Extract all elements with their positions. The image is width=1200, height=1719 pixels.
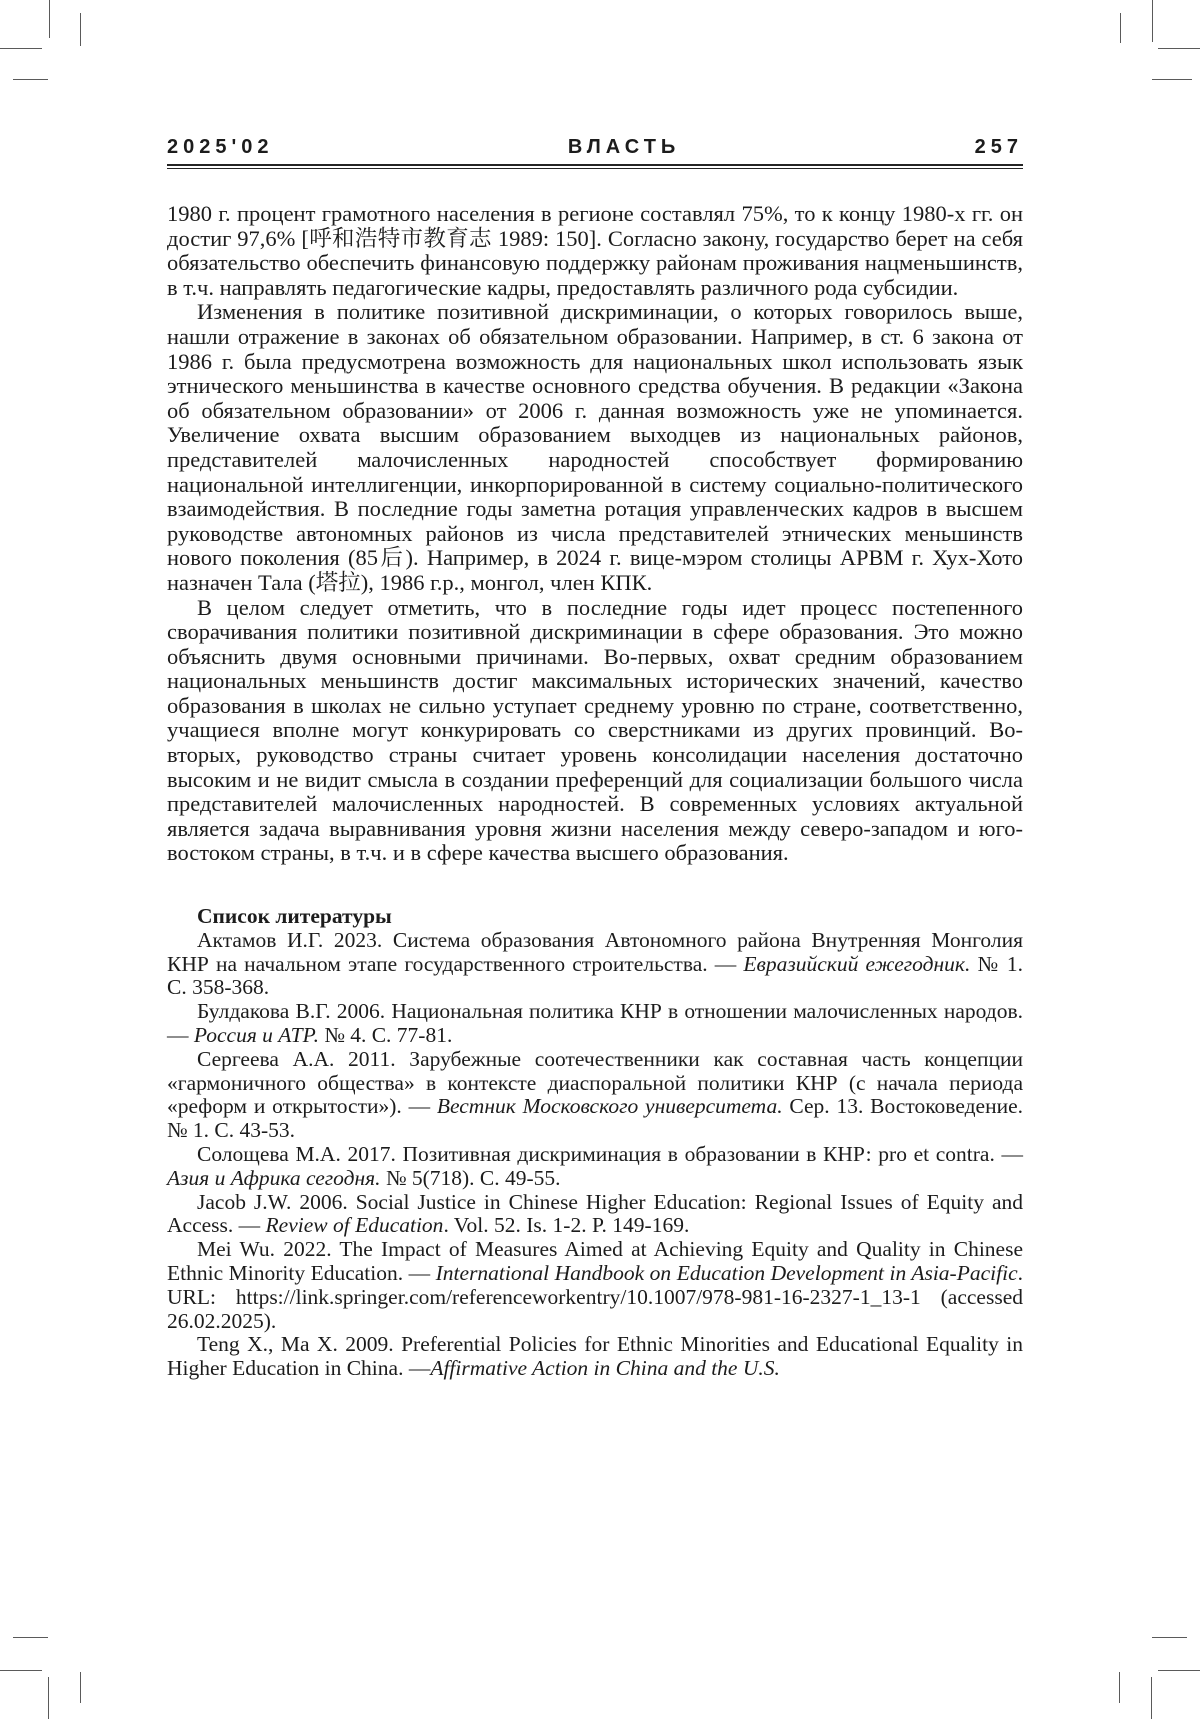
reference-source-title: Affirmative Action in China and the U.S.	[430, 1356, 780, 1381]
reference-item	[167, 1333, 1023, 1381]
reference-item	[167, 1000, 1023, 1048]
article-body	[167, 202, 1023, 866]
reference-source-title: Азия и Африка сегодня.	[167, 1165, 381, 1190]
crop-mark-line	[1152, 0, 1153, 42]
reference-source-title: Review of Education	[265, 1213, 444, 1238]
reference-text: № 4. С. 77-81.	[318, 1023, 453, 1048]
reference-text: № 1. С. 358-368.	[167, 951, 1023, 1000]
body-paragraph: В целом следует отметить, что в последние годы идет процесс постепенного сворачивания политики позитивной дискриминации в сфере образования. Это можно объяснить двумя основными причинами. Во-первых, охват средним образованием национальных меньшинств достиг максимальных исторических значений, качество образования в школах не сильно уступает среднему уровню по стране, соответственно, учащиеся вполне могут конкурировать со сверстниками из других провинций. Во-вторых, руководство страны считает уровень консолидации населения достаточно высоким и не видит смысла в создании преференций для социализации большого числа представителей малочисленных народностей. В современных условиях актуальной является задача выравнивания уровня жизни населения между северо-западом и юго-востоком страны, в т.ч. и в сфере качества высшего образования.	[167, 594, 1023, 866]
issue-label: 2025'02	[167, 136, 274, 158]
reference-text: Teng X., Ma X. 2009. Preferential Policies for Ethnic Minorities and Educational Equality in Higher Education in China. —	[167, 1332, 1023, 1381]
crop-mark-line	[1119, 1672, 1120, 1703]
reference-item	[167, 1191, 1023, 1239]
page-number: 257	[974, 136, 1023, 158]
crop-mark-line	[1152, 1637, 1187, 1638]
reference-item	[167, 1143, 1023, 1191]
reference-text: Актамов И.Г. 2023. Система образования Автономного района Внутренняя Монголия КНР на начальном этапе государственного строительства. —	[167, 927, 1023, 976]
running-header	[167, 136, 1023, 159]
crop-mark-line	[1151, 1677, 1152, 1719]
reference-text: Jacob J.W. 2006. Social Justice in Chinese Higher Education: Regional Issues of Equity and Access. —	[167, 1189, 1023, 1238]
reference-source-title: International Handbook on Education Development in Asia-Pacific	[435, 1260, 1018, 1285]
crop-mark-line	[1120, 13, 1121, 43]
reference-source-title: Евразийский ежегодник.	[743, 951, 971, 976]
reference-source-title: Россия и АТР.	[193, 1023, 319, 1048]
references-list	[167, 929, 1023, 1381]
reference-text: Булдакова В.Г. 2006. Национальная политика КНР в отношении малочисленных народов. —	[167, 999, 1023, 1048]
reference-text: Сергеева А.А. 2011. Зарубежные соотечественники как составная часть концепции «гармоничного общества» в контексте диаспоральной политики КНР (с начала периода «реформ и открытости»). —	[167, 1046, 1023, 1119]
crop-mark-line	[1158, 48, 1200, 49]
crop-mark-line	[0, 1670, 42, 1671]
reference-text: № 5(718). С. 49-55.	[380, 1165, 561, 1190]
crop-mark-line	[1152, 79, 1192, 80]
crop-mark-line	[48, 1677, 49, 1719]
body-paragraph: Изменения в политике позитивной дискриминации, о которых говорилось выше, нашли отражение в законах об обязательном образовании. Например, в ст. 6 закона от 1986 г. была предусмотрена возможность для национальных школ использовать язык этнического меньшинства в качестве основного средства обучения. В редакции «Закона об обязательном образовании» от 2006 г. данная возможность уже не упоминается. Увеличение охвата высшим образованием выходцев из национальных районов, представителей малочисленных народностей способствует формированию национальной интеллигенции, инкорпорированной в систему социально-политического взаимодействия. В последние годы заметна ротация управленческих кадров в высшем руководстве автономных районов из числа представителей этнических меньшинств нового поколения (85后). Например, в 2024 г. вице-мэром столицы АРВМ г. Хух-Хото назначен Тала (塔拉), 1986 г.р., монгол, член КПК.	[167, 299, 1023, 595]
header-rule	[167, 164, 1023, 169]
reference-text: Mei Wu. 2022. The Impact of Measures Aimed at Achieving Equity and Quality in Chinese Ethnic Minority Education. —	[167, 1237, 1023, 1285]
reference-text: . Vol. 52. Is. 1-2. P. 149-169.	[443, 1213, 690, 1238]
crop-mark-line	[1158, 1670, 1200, 1671]
reference-text: Солощева М.А. 2017. Позитивная дискриминация в образовании в КНР: pro et contra. —	[197, 1142, 1023, 1166]
reference-item	[167, 1048, 1023, 1143]
reference-text: Сер. 13. Востоковедение. № 1. С. 43-53.	[167, 1094, 1023, 1143]
crop-mark-line	[13, 79, 48, 80]
crop-mark-line	[49, 0, 50, 38]
crop-mark-line	[80, 1672, 81, 1703]
reference-text: . URL: https://link.springer.com/referenceworkentry/10.1007/978-981-16-2327-1_13-1 (accessed 26.02.2025).	[167, 1260, 1023, 1333]
journal-title: ВЛАСТЬ	[567, 136, 681, 158]
reference-item	[167, 929, 1023, 1000]
page-content	[167, 136, 1023, 1381]
crop-mark-line	[0, 48, 42, 49]
reference-source-title: Вестник Московского университета.	[436, 1094, 783, 1119]
crop-mark-line	[13, 1637, 48, 1638]
body-paragraph: 1980 г. процент грамотного населения в регионе составлял 75%, то к концу 1980-х гг. он достиг 97,6% [呼和浩特市教育志 1989: 150]. Согласно закону, государство берет на себя обязательство обеспечить финансовую поддержку районам проживания нацменьшинств, в т.ч. направлять педагогические кадры, предоставлять различного рода субсидии.	[167, 201, 1023, 300]
crop-mark-line	[80, 13, 81, 46]
references-heading: Список литературы	[197, 904, 392, 929]
reference-item	[167, 1238, 1023, 1333]
